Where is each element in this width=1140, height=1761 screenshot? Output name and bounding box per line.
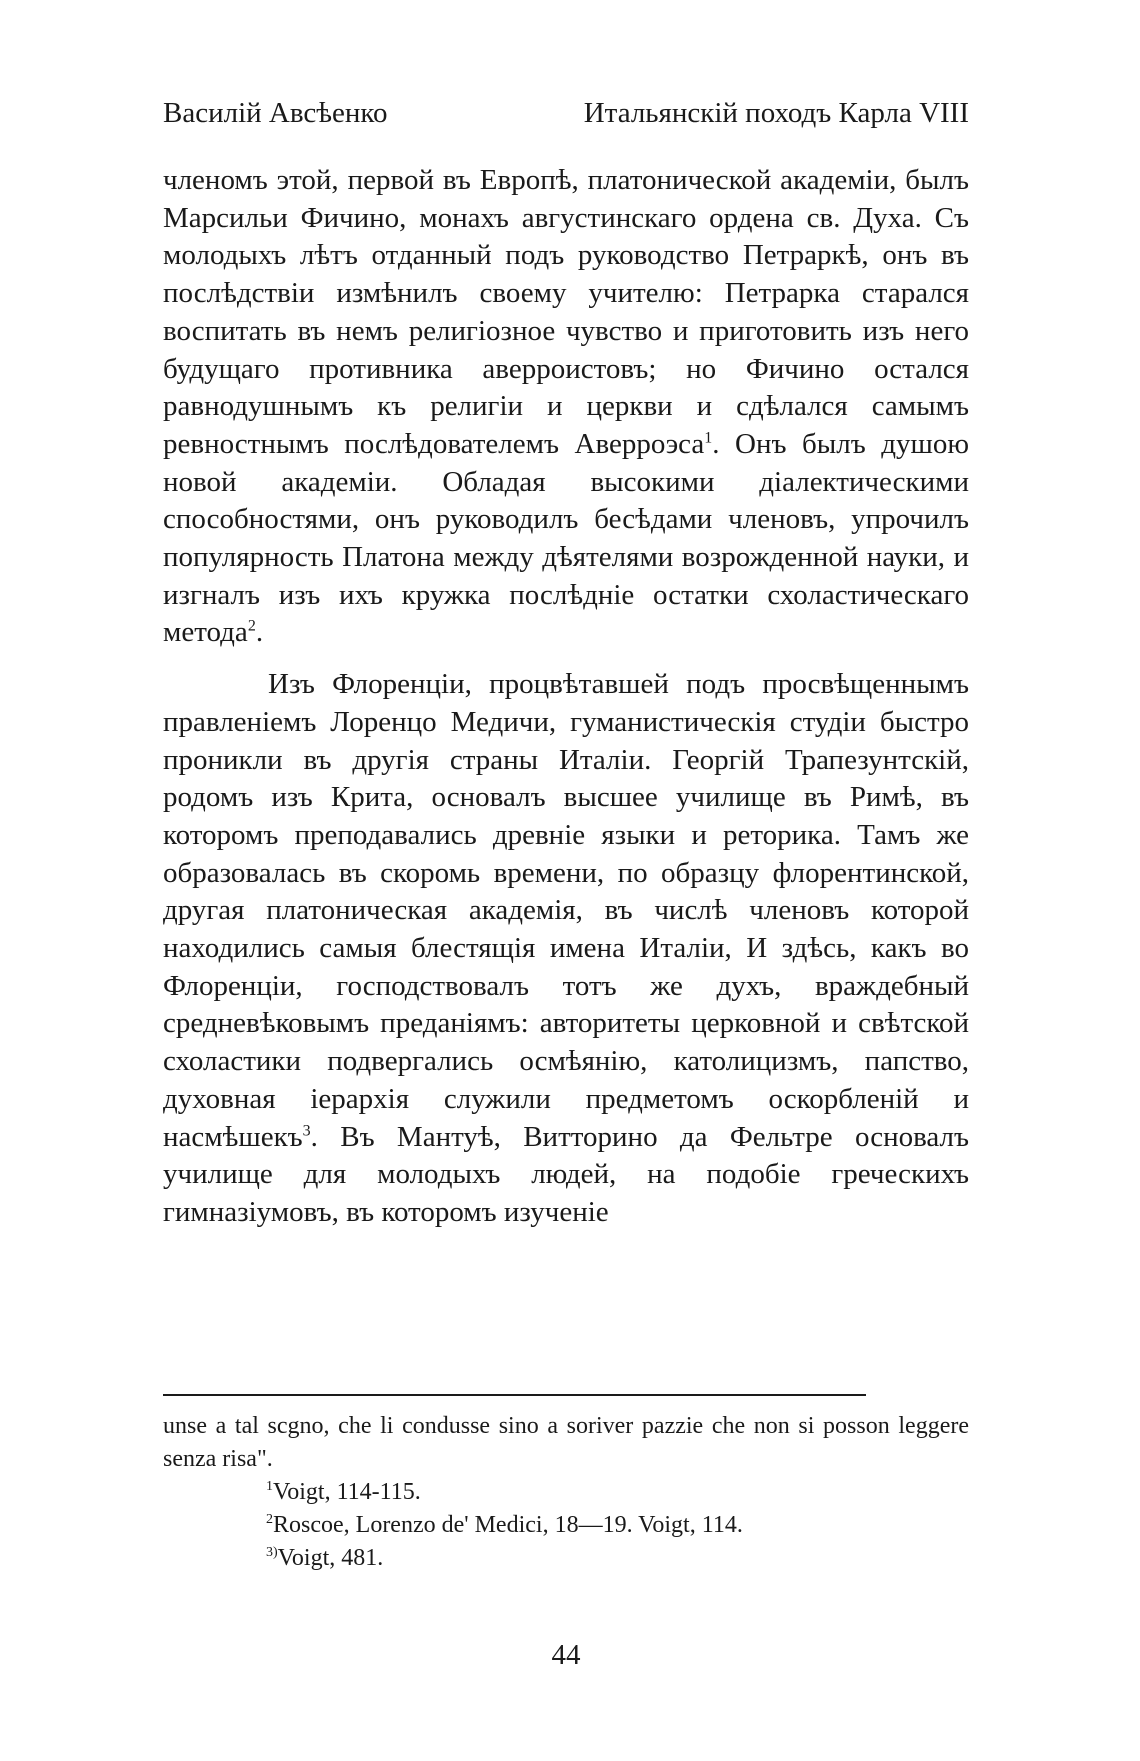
book-page <box>163 0 969 1761</box>
footnote-2 <box>163 1509 969 1542</box>
page-number: 44 <box>551 1639 581 1671</box>
footnote-separator <box>163 1394 866 1396</box>
body-text <box>163 162 969 1232</box>
text-run: . Онъ былъ душою новой академіи. Обладая высокими діалектическими способностями, онъ руководилъ бесѣдами членовъ, упрочилъ популярность Платона между дѣятелями возрожденной науки, и изгналъ изъ ихъ кружка послѣдніе остатки схоластическаго метода <box>163 427 969 649</box>
footnotes <box>163 1410 969 1575</box>
footnote-ref-2[interactable]: 2 <box>247 617 256 635</box>
text-run: . <box>255 616 264 649</box>
footnote-marker: 2 <box>266 1512 273 1527</box>
footnote-text: Roscoe, Lorenzo de' Medici, 18—19. Voigt, 114. <box>273 1512 743 1538</box>
footnote-marker: 3) <box>266 1545 278 1560</box>
footnote-1 <box>163 1476 969 1509</box>
text-run: членомъ этой, первой въ Европѣ, платонической академіи, былъ Марсильи Фичино, монахъ августинскаго ордена св. Духа. Съ молодыхъ лѣтъ отданный подъ руководство Петраркѣ, онъ въ послѣдствіи измѣнилъ своему учителю: Петрарка старался воспитать въ немъ религіозное чувство и приготовить изъ него будущаго противника аверроистовъ; но Фичино остался равнодушнымъ къ религіи и церкви и сдѣлался самымъ ревностнымъ послѣдователемъ Аверроэса <box>163 164 969 460</box>
footnote-continuation: unse a tal scgno, che li condusse sino a soriver pazzie che non si posson leggere senza risa". <box>163 1413 969 1472</box>
header-title: Итальянскій походъ Карла VIII <box>583 97 969 129</box>
footnote-ref-1[interactable]: 1 <box>704 429 713 447</box>
text-run: . Въ Мантуѣ, Витторино да Фельтре основалъ училище для молодыхъ людей, на подобіе греческихъ гимназіумовъ, въ которомъ изученіе <box>163 1120 969 1228</box>
running-header <box>163 96 969 130</box>
footnote-ref-3[interactable]: 3 <box>302 1121 311 1139</box>
footnote-marker: 1 <box>266 1479 273 1494</box>
paragraph-1 <box>163 162 969 652</box>
header-author: Василій Авсѣенко <box>163 97 388 129</box>
footnote-text: Voigt, 114-115. <box>273 1479 421 1505</box>
paragraph-2 <box>163 666 969 1232</box>
footnote-text: Voigt, 481. <box>277 1545 384 1571</box>
text-run: Изъ Флоренціи, процвѣтавшей подъ просвѣщеннымъ правленіемъ Лоренцо Медичи, гуманистическія студіи быстро проникли въ другія страны Италіи. Георгій Трапезунтскій, родомъ изъ Крита, основалъ высшее училище въ Римѣ, въ которомъ преподавались древніе языки и реторика. Тамъ же образовалась въ скоромь времени, по образцу флорентинской, другая платоническая академія, въ числѣ членовъ которой находились самыя блестящія имена Италіи, И здѣсь, какъ во Флоренціи, господствовалъ тотъ же духъ, враждебный средневѣковымъ преданіямъ: авторитеты церковной и свѣтской схоластики подвергались осмѣянію, католицизмъ, папство, духовная іерархія служили предметомъ оскорбленій и насмѣшекъ <box>163 668 969 1153</box>
footnote-3 <box>163 1542 969 1575</box>
